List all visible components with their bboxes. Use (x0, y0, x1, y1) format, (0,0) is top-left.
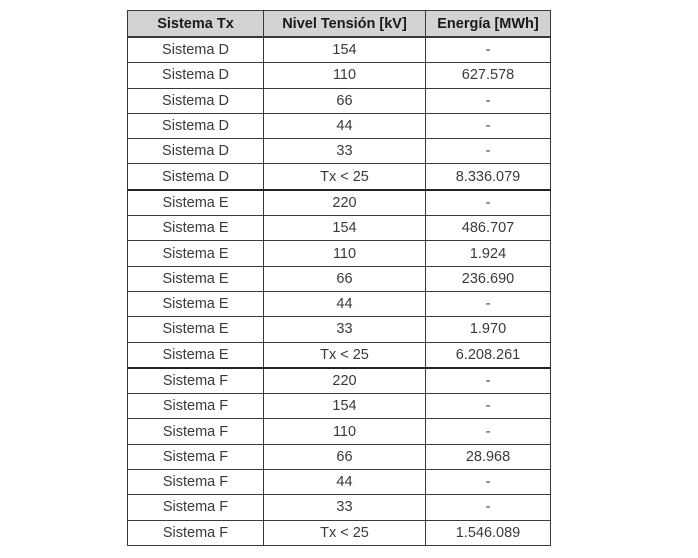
cell-sistema: Sistema F (128, 394, 264, 419)
cell-energia: 236.690 (426, 266, 551, 291)
cell-nivel-tension: 154 (264, 37, 426, 63)
cell-nivel-tension: 33 (264, 495, 426, 520)
cell-nivel-tension: 66 (264, 266, 426, 291)
cell-nivel-tension: 110 (264, 63, 426, 88)
table-body (128, 37, 551, 545)
cell-energia: 28.968 (426, 444, 551, 469)
cell-nivel-tension: Tx < 25 (264, 520, 426, 545)
cell-sistema: Sistema D (128, 164, 264, 190)
cell-nivel-tension: 44 (264, 470, 426, 495)
cell-sistema: Sistema F (128, 470, 264, 495)
cell-sistema: Sistema E (128, 216, 264, 241)
cell-sistema: Sistema F (128, 368, 264, 394)
cell-sistema: Sistema E (128, 241, 264, 266)
cell-energia: 486.707 (426, 216, 551, 241)
table-row (128, 266, 551, 291)
cell-sistema: Sistema F (128, 495, 264, 520)
cell-nivel-tension: 33 (264, 317, 426, 342)
header-row (128, 11, 551, 38)
table-row (128, 342, 551, 368)
cell-energia: 6.208.261 (426, 342, 551, 368)
cell-sistema: Sistema D (128, 63, 264, 88)
cell-energia: 1.924 (426, 241, 551, 266)
cell-nivel-tension: 154 (264, 394, 426, 419)
energy-table (127, 10, 551, 546)
table-row (128, 470, 551, 495)
cell-nivel-tension: Tx < 25 (264, 164, 426, 190)
table-row (128, 113, 551, 138)
table-row (128, 394, 551, 419)
cell-sistema: Sistema D (128, 113, 264, 138)
cell-nivel-tension: 44 (264, 113, 426, 138)
cell-nivel-tension: 110 (264, 419, 426, 444)
cell-energia: - (426, 88, 551, 113)
table-row (128, 291, 551, 316)
table-row (128, 164, 551, 190)
cell-nivel-tension: 44 (264, 291, 426, 316)
table-row (128, 419, 551, 444)
cell-nivel-tension: 220 (264, 368, 426, 394)
cell-energia: - (426, 113, 551, 138)
cell-nivel-tension: 33 (264, 139, 426, 164)
cell-energia: - (426, 37, 551, 63)
cell-nivel-tension: 66 (264, 88, 426, 113)
cell-sistema: Sistema F (128, 444, 264, 469)
cell-energia: - (426, 419, 551, 444)
cell-sistema: Sistema E (128, 317, 264, 342)
cell-nivel-tension: 220 (264, 190, 426, 216)
cell-sistema: Sistema E (128, 342, 264, 368)
header-energia: Energía [MWh] (426, 11, 551, 38)
cell-energia: - (426, 291, 551, 316)
cell-nivel-tension: 154 (264, 216, 426, 241)
cell-sistema: Sistema E (128, 190, 264, 216)
cell-energia: - (426, 495, 551, 520)
table-row (128, 444, 551, 469)
table-header (128, 11, 551, 38)
cell-sistema: Sistema F (128, 520, 264, 545)
cell-sistema: Sistema F (128, 419, 264, 444)
cell-sistema: Sistema E (128, 291, 264, 316)
table-row (128, 88, 551, 113)
cell-sistema: Sistema D (128, 37, 264, 63)
cell-nivel-tension: 110 (264, 241, 426, 266)
cell-sistema: Sistema E (128, 266, 264, 291)
cell-energia: - (426, 470, 551, 495)
table-row (128, 241, 551, 266)
table-row (128, 368, 551, 394)
table-row (128, 216, 551, 241)
energy-table-container (127, 10, 551, 546)
header-sistema-tx: Sistema Tx (128, 11, 264, 38)
cell-nivel-tension: Tx < 25 (264, 342, 426, 368)
cell-energia: - (426, 139, 551, 164)
cell-nivel-tension: 66 (264, 444, 426, 469)
table-row (128, 190, 551, 216)
table-row (128, 495, 551, 520)
cell-energia: 627.578 (426, 63, 551, 88)
cell-energia: - (426, 190, 551, 216)
cell-energia: - (426, 368, 551, 394)
cell-energia: 8.336.079 (426, 164, 551, 190)
cell-sistema: Sistema D (128, 88, 264, 113)
table-row (128, 37, 551, 63)
header-nivel-tension: Nivel Tensión [kV] (264, 11, 426, 38)
table-row (128, 63, 551, 88)
table-row (128, 317, 551, 342)
table-row (128, 139, 551, 164)
cell-sistema: Sistema D (128, 139, 264, 164)
table-row (128, 520, 551, 545)
cell-energia: - (426, 394, 551, 419)
cell-energia: 1.970 (426, 317, 551, 342)
cell-energia: 1.546.089 (426, 520, 551, 545)
